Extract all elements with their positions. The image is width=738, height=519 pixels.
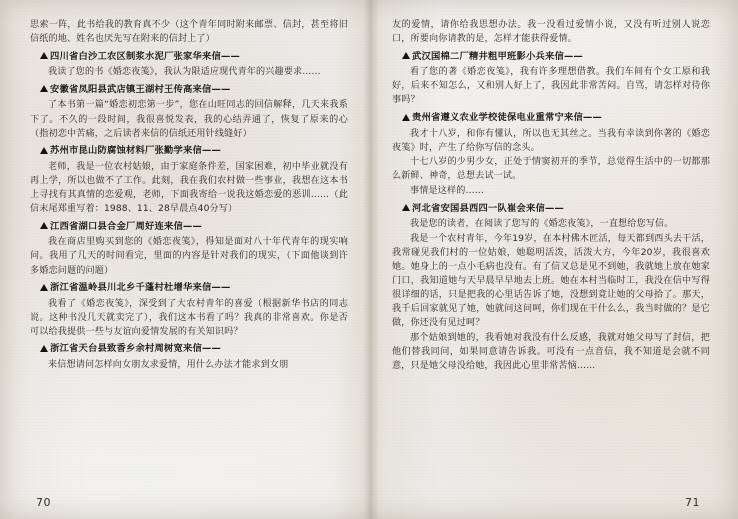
letter-source-heading xyxy=(30,50,348,65)
triangle-bullet-icon xyxy=(40,345,48,352)
book-gutter-shadow xyxy=(363,0,379,519)
body-paragraph: 我才十八岁，和你有懂认，所以也无其丝之。当我有幸读到你著的《婚恋夜笺》时，产生了给你写信的念头。 xyxy=(392,128,710,153)
body-paragraph: 看了您的著《婚恋夜笺》，我有许多理想借教。我们车间有个女工原和我好，后来不知怎么，又和别人好上了，我因此非常苦闷。自骂，请怎样对待你事吗？ xyxy=(392,67,710,106)
triangle-bullet-icon xyxy=(40,85,48,92)
right-page-column xyxy=(392,18,710,474)
body-paragraph: 我是您的读者，在阅读了您写的《婚恋夜笺》，一直想给您写信。 xyxy=(410,219,674,230)
letter-source-label: 河北省安国县西四一队崔会来信—— xyxy=(412,202,564,214)
triangle-bullet-icon xyxy=(402,52,410,59)
body-paragraph: 友的爱情，请你给我思想办法。我一没看过爱情小说，又没有听过别人说恋口，所要向你请教的是，怎样才能获得爱情。 xyxy=(392,20,710,45)
triangle-bullet-icon xyxy=(402,204,410,211)
letter-source-label: 苏州市昆山防腐蚀材料厂张勤学来信—— xyxy=(50,145,221,157)
body-paragraph: 老师，我是一位农村姑娘，由于家庭条件差，国家困难，初中毕业就没有再上学，所以也做不了工作。此刻，我在我们农村做一些事业，我想在这本书上寻找有其真情的恋爱观，老师，下面我寄给一说我这婚恋爱的恶训……（此信末尾郑重写着：1988、11、28早晨点40分写） xyxy=(30,161,348,215)
body-paragraph: 我读了您的书《婚恋夜笺》，我认为限适应现代青年的兴趣要求…… xyxy=(48,67,321,78)
letter-source-heading xyxy=(30,144,348,159)
triangle-bullet-icon xyxy=(402,114,410,121)
body-paragraph: 事情是这样的…… xyxy=(410,186,484,197)
triangle-bullet-icon xyxy=(40,52,48,59)
body-paragraph: 我是一个农村青年，今年19岁，在本村佛木匠活，每天都到西头去干活，我常碰见我们村的一位姑娘，她聪明活泼，活泼大方，今年20岁，我很喜欢她。她身上的一点小毛病也没有。有了信又总是见不到她，我就她上放在她家门口，我知道她与天早晨早早地去上班。她在本村当临时工，我没在信中写得很详细的话，只是把我的心里话告诉了她，没想到竟让她的父母拾了。那天，我千后回家就见了她，她就问这问呵，你们现在干什么么，我当时做的？是它做，你还没有见过呵？ xyxy=(392,233,710,329)
letter-source-heading xyxy=(30,342,348,357)
letter-source-label: 贵州省遵义农业学校徒保电业重常宁来信—— xyxy=(412,112,602,124)
letter-source-label: 浙江省天台县致香乡余村周树宽来信—— xyxy=(50,343,221,355)
letter-source-heading xyxy=(392,50,710,65)
body-paragraph: 了本书第一篇“婚恋初恋第一步”，您在山旺同志的回信解释，几天来我系下了。不久的一段时间，我很喜悦发表，我的心结弄通了，恢复了原来的心（指初恋中苦痛，之后读者来信的信纸还用针线缝好） xyxy=(30,100,348,139)
letter-source-label: 江西省湖口县合金厂周好连来信—— xyxy=(50,220,202,232)
left-page-column xyxy=(30,18,348,474)
letter-source-heading xyxy=(392,111,710,126)
triangle-bullet-icon xyxy=(40,284,48,291)
body-paragraph: 我在商店里购买到您的《婚恋夜笺》，得知是面对八十年代青年的现实响问。我用了几天的时间看完，里面的内容是针对我们的现实，（下面他谈到许多婚恋问题的问题） xyxy=(30,237,348,276)
body-paragraph: 我看了《婚恋夜笺》，深受到了大农村青年的喜爱（根据新华书店的同志说。这种书没几天就卖完了），我们这本书看了吗？我真的非常喜欢。你是否可以给我提供一些与友谊向爱情发展的有关知识吗？ xyxy=(30,298,348,337)
letter-source-heading xyxy=(30,83,348,98)
letter-source-label: 武汉国棉二厂精井粗甲班影小兵来信—— xyxy=(412,50,583,62)
letter-source-label: 浙江省温岭县川北乡千蓬村杜增华来信—— xyxy=(50,282,231,294)
letter-source-heading xyxy=(30,220,348,235)
triangle-bullet-icon xyxy=(40,222,48,229)
body-paragraph: 来信想请问怎样向女朋友求爱情，用什么办法才能求到女朋 xyxy=(48,360,289,371)
body-paragraph: 思索一阵，此书给我的教育真不少（这个青年同时附来邮票、信封，甚至将旧信纸的地、姓名也厌先写在附来的信封上了） xyxy=(30,20,348,45)
page-number-right: 71 xyxy=(685,496,700,509)
page-number-left: 70 xyxy=(36,496,51,509)
body-paragraph: 十七八岁的少男少女，正处于情窦初开的季节，总觉得生活中的一切都那么新鲜、神奇，总想去试一试。 xyxy=(392,157,710,182)
body-paragraph: 那个姑娘到她的，我看她对我没有什么反感，我就对她父母写了封信，把他们替我同问，如果同意请告诉我。可没有一点音信，我不知道是会就不同意，只是她父母没给她，我因此心里非常苦恼…… xyxy=(392,332,710,372)
letter-source-heading xyxy=(30,281,348,296)
letter-source-label: 安徽省凤阳县武店镇王湖村王传高来信—— xyxy=(50,83,231,95)
letter-source-heading xyxy=(392,202,710,217)
letter-source-label: 四川省白沙工农区制浆水泥厂张家华来信—— xyxy=(50,50,240,62)
triangle-bullet-icon xyxy=(40,147,48,154)
